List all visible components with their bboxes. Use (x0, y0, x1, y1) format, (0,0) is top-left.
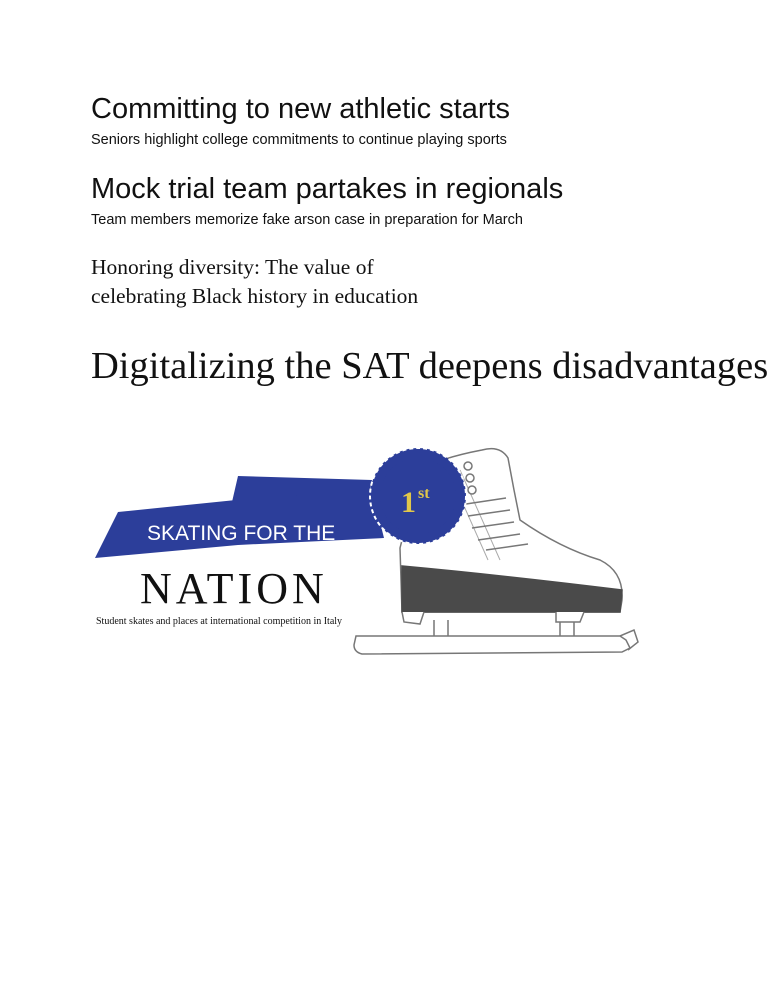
feature-caption: Student skates and places at international competition in Italy (96, 616, 343, 627)
feature-headline: NATION (140, 564, 328, 613)
story-subhead-athletic: Seniors highlight college commitments to continue playing sports (91, 132, 507, 148)
story-headline-sat[interactable]: Digitalizing the SAT deepens disadvantages (91, 345, 769, 387)
story-headline-diversity-line2: celebrating Black history in education (91, 284, 419, 308)
story-headline-athletic[interactable]: Committing to new athletic starts (91, 93, 511, 125)
skating-feature-graphic[interactable] (0, 430, 773, 670)
story-headline-mock-trial[interactable]: Mock trial team partakes in regionals (91, 173, 564, 205)
story-headline-diversity-line1: Honoring diversity: The value of (91, 255, 374, 279)
story-headline-diversity[interactable] (91, 253, 511, 311)
ribbon-number: 1 (401, 486, 416, 519)
skate-blade-icon (354, 618, 638, 654)
ribbon-suffix: st (418, 485, 430, 502)
banner-text: SKATING FOR THE (147, 522, 336, 545)
story-subhead-mock-trial: Team members memorize fake arson case in preparation for March (91, 212, 523, 228)
